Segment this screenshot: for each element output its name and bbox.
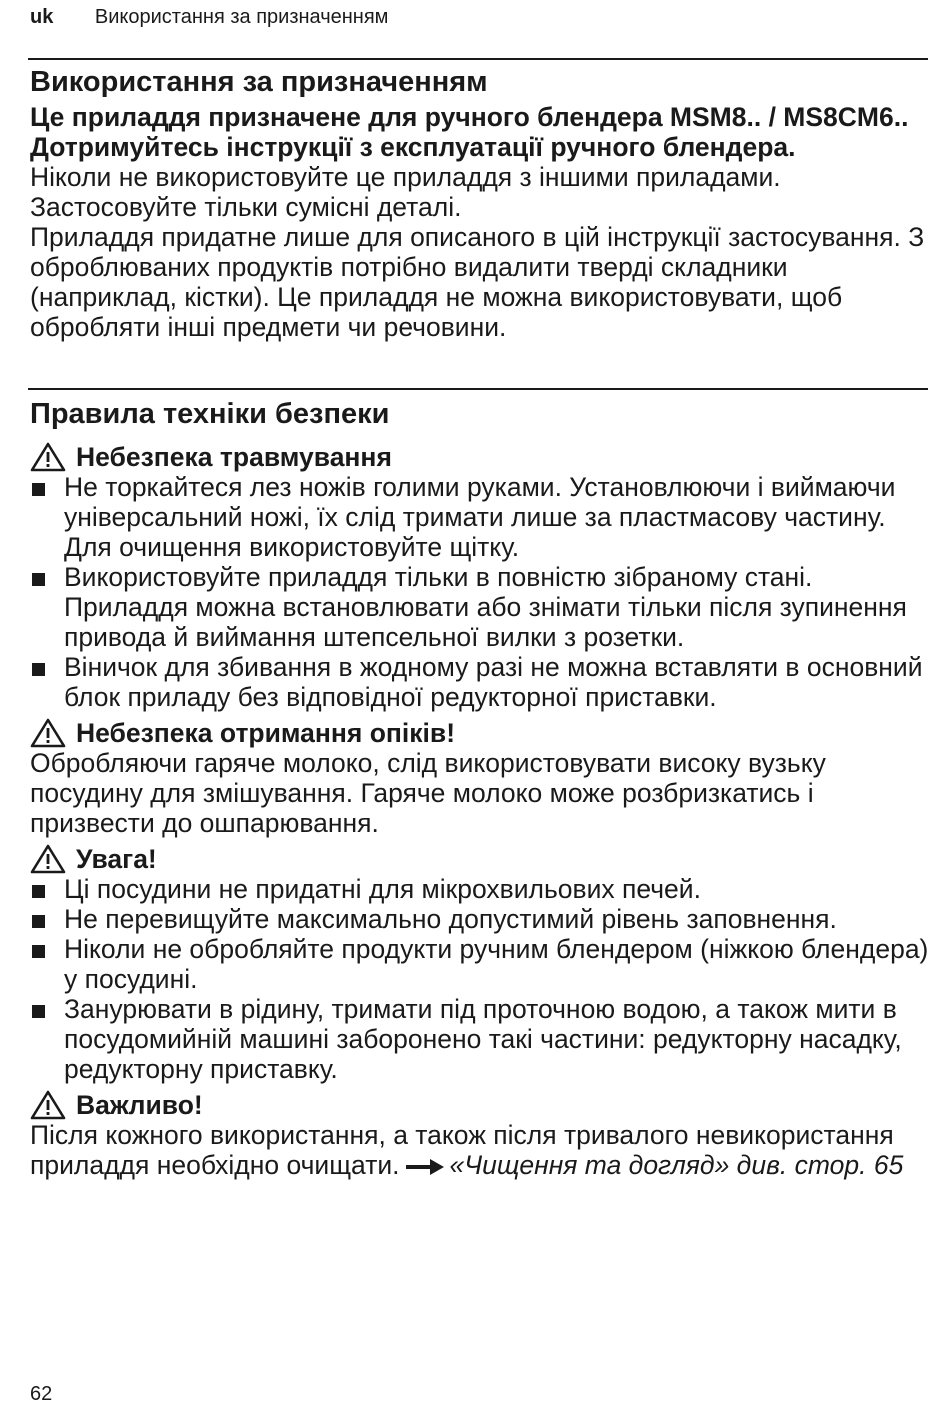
section-safety [30, 398, 930, 1180]
paragraph: Приладдя придатне лише для описаного в цій інструкції застосування. З оброблюваних продуктів потрібно видалити тверді складники (наприклад, кістки). Це приладдя не можна використовувати, щоб обробляти інші предмети чи речовини. [30, 222, 925, 342]
important-heading: Важливо! [30, 1090, 930, 1120]
header-title: Використання за призначенням [94, 6, 389, 28]
page-header [30, 6, 388, 29]
list-item: Використовуйте приладдя тільки в повністю зібраному стані. Приладдя можна встановлювати або знімати тільки після зупинення привода й виймання штепсельної вилки з розетки. [30, 562, 930, 652]
divider [28, 388, 928, 390]
paragraph: Ніколи не використовуйте це приладдя з іншими приладами. Застосовуйте тільки сумісні деталі. [30, 162, 781, 222]
warning-injury-heading: Небезпека травмування [30, 442, 930, 472]
list-item: Не торкайтеся лез ножів голими руками. Установлюючи і виймаючи універсальний ножі, їх слід тримати лише за пластмасову частину. Для очищення використовуйте щітку. [30, 472, 930, 562]
section-intended-use [30, 66, 930, 342]
section-heading: Використання за призначенням [30, 66, 488, 98]
warning-triangle-icon [30, 718, 66, 748]
intro-bold-text: Це приладдя призначене для ручного блендера MSM8.. / MS8CM6.. Дотримуйтесь інструкції з експлуатації ручного блендера. [30, 102, 909, 162]
language-code: uk [30, 6, 54, 28]
list-item: Ніколи не обробляйте продукти ручним блендером (ніжкою блендера) у посудині. [30, 934, 930, 994]
injury-list [30, 472, 930, 712]
arrow-right-icon [406, 1159, 444, 1175]
warning-triangle-icon [30, 1090, 66, 1120]
warning-triangle-icon [30, 442, 66, 472]
list-item: Ці посудини не придатні для мікрохвильових печей. [30, 874, 930, 904]
important-text: Після кожного використання, а також після тривалого невикористання приладдя необхідно очищати. «Чищення та догляд» див. стор. 65 [30, 1120, 904, 1180]
burns-text: Обробляючи гаряче молоко, слід використовувати високу вузьку посудину для змішування. Гаряче молоко може розбризкатись і призвести до ошпарювання. [30, 748, 826, 838]
page-reference: «Чищення та догляд» див. стор. 65 [449, 1150, 904, 1180]
list-item: Віничок для збивання в жодному разі не можна вставляти в основний блок приладу без відповідної редукторної приставки. [30, 652, 930, 712]
warning-burns-heading: Небезпека отримання опіків! [30, 718, 930, 748]
divider [28, 58, 928, 60]
page-number: 62 [30, 1383, 53, 1405]
section-heading: Правила техніки безпеки [30, 398, 390, 430]
list-item: Занурювати в рідину, тримати під проточною водою, а також мити в посудомийній машині заборонено такі частини: редукторну насадку, редукторну приставку. [30, 994, 930, 1084]
list-item: Не перевищуйте максимально допустимий рівень заповнення. [30, 904, 930, 934]
warning-triangle-icon [30, 844, 66, 874]
caution-heading: Увага! [30, 844, 930, 874]
caution-list [30, 874, 930, 1084]
